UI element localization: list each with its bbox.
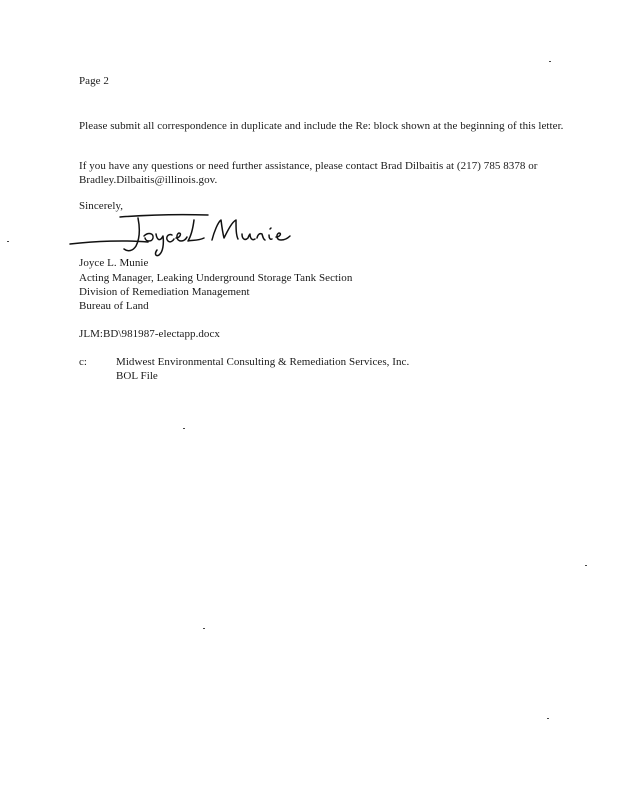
signer-division: Division of Remediation Management <box>79 286 250 298</box>
scan-speck <box>203 628 205 629</box>
scan-speck <box>549 61 551 62</box>
cc-recipient: Midwest Environmental Consulting & Remediation Services, Inc. <box>116 356 410 368</box>
cc-recipient: BOL File <box>116 370 158 382</box>
signer-title: Acting Manager, Leaking Underground Storage Tank Section <box>79 272 353 284</box>
cc-label: c: <box>79 356 88 368</box>
signer-name: Joyce L. Munie <box>79 257 149 269</box>
closing: Sincerely, <box>79 200 124 212</box>
page-number: Page 2 <box>79 75 109 87</box>
scan-speck <box>7 241 9 242</box>
contact-paragraph: If you have any questions or need further assistance, please contact Brad Dilbaitis at (217) 785 8378 or Bradley.Dilbaitis@illinois.gov. <box>79 160 538 186</box>
signer-bureau: Bureau of Land <box>79 300 149 312</box>
scan-speck <box>585 565 587 566</box>
handwritten-signature <box>66 208 306 260</box>
scan-speck <box>183 428 185 429</box>
scan-speck <box>547 718 549 719</box>
correspondence-paragraph: Please submit all correspondence in duplicate and include the Re: block shown at the beginning of this letter. <box>79 120 564 132</box>
reference-initials: JLM:BD\981987-electapp.docx <box>79 328 220 340</box>
